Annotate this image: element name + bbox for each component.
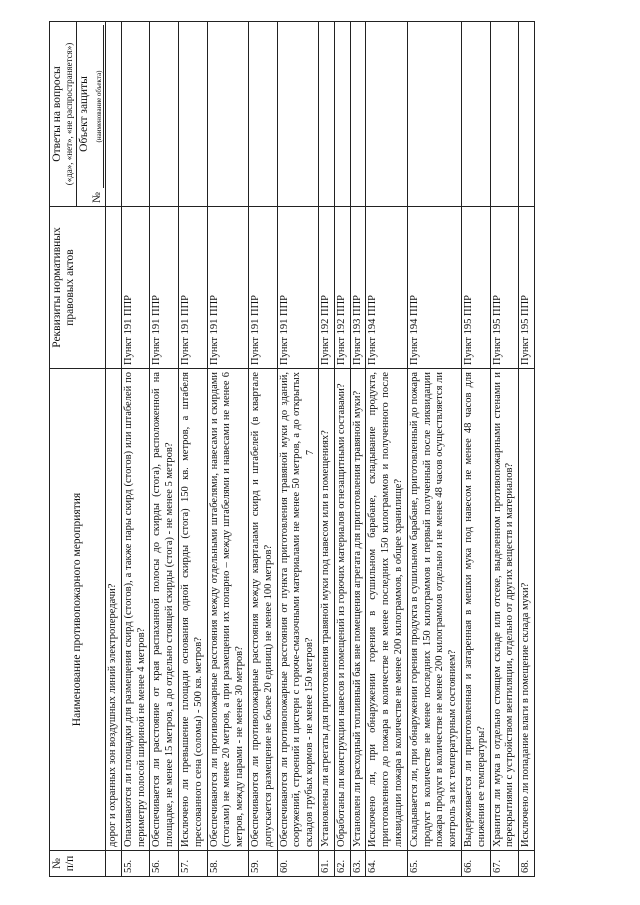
table-row [277,22,318,877]
row-reference: Пункт 191 ППР [121,207,150,369]
header-requisites: Реквизиты нормативных правовых актов [50,207,106,369]
row-answer[interactable] [366,22,407,207]
row-text: Обеспечиваются ли противопожарные расстояния между кварталами скирд и штабелей (в квартале допускается размещение не более 20 единиц) не менее 100 метров? [248,369,277,851]
row-num: 59. [248,851,277,877]
row-num: 68. [519,851,535,877]
row-reference: Пункт 191 ППР [178,207,207,369]
table-row [366,22,407,877]
row-text: Исключено ли превышение площади основания одной скирды (стога) 150 кв. метров, а штабеля прессованного сена (соломы) - 500 кв. метров? [178,369,207,851]
row-num: 65. [407,851,461,877]
continuation-text: дорог и охранных зон воздушных линий электропередачи? [106,369,122,851]
row-text: Исключено ли, при обнаружении горения в сушильном барабане, складывание продукта, приготовленного до пожара в количестве не менее последних 150 килограммов и полученного после ликвидации пожара в количестве не менее 200 килограммов, в общее хранилище? [366,369,407,851]
row-answer[interactable] [318,22,334,207]
row-num: 63. [350,851,366,877]
header-object [76,22,105,207]
row-num: 64. [366,851,407,877]
table-row [248,22,277,877]
row-text: Складывается ли, при обнаружении горения продукта в сушильном барабане, приготовленный до пожара продукт в количестве не менее последних 150 килограммов и первый полученный после ликвидации пожара продукт в количестве не менее 200 килограммов отдельно и не менее 48 часов осуществляется ли контроль за их температурным состоянием? [407,369,461,851]
row-answer[interactable] [121,22,150,207]
header-answers [50,22,77,207]
table-row [318,22,334,877]
row-reference: Пункт 191 ППР [277,207,318,369]
row-answer[interactable] [248,22,277,207]
row-num: 60. [277,851,318,877]
row-text: Обеспечивается ли расстояние от края распаханной полосы до скирды (стога), расположенной на площадке, не менее 15 метров, а до отдельно стоящей скирды (стога) - не менее 5 метров? [150,369,179,851]
header-name: Наименование противопожарного мероприятия [50,369,106,851]
header-object-title: Объект защиты [77,76,90,152]
header-object-caption: (наименование объекта) [95,25,104,188]
row-text: Установлены ли агрегаты для приготовления травяной муки под навесом или в помещениях? [318,369,334,851]
table-row [150,22,179,877]
row-answer[interactable] [277,22,318,207]
row-answer[interactable] [207,22,248,207]
row-answer[interactable] [490,22,519,207]
page-number: 7 [305,450,316,455]
continuation-row [106,22,122,877]
rotated-page [49,22,604,877]
row-num: 56. [150,851,179,877]
table-row [407,22,461,877]
row-reference: Пункт 191 ППР [248,207,277,369]
table-row [519,22,535,877]
row-text: Обработаны ли конструкции навесов и помещений из горючих материалов огнезащитными составами? [334,369,350,851]
row-answer[interactable] [334,22,350,207]
row-reference: Пункт 195 ППР [519,207,535,369]
row-text: Выдерживается ли приготовленная и затаренная в мешки мука под навесом не менее 48 часов для снижения ее температуры? [461,369,490,851]
row-num: 57. [178,851,207,877]
table-row [178,22,207,877]
row-answer[interactable] [178,22,207,207]
header-num: № п/п [50,851,106,877]
row-reference: Пункт 194 ППР [407,207,461,369]
table-row [334,22,350,877]
row-answer[interactable] [350,22,366,207]
table-row [207,22,248,877]
row-answer[interactable] [519,22,535,207]
row-reference: Пункт 195 ППР [461,207,490,369]
row-reference: Пункт 193 ППР [350,207,366,369]
row-reference: Пункт 192 ППР [318,207,334,369]
row-text: Обеспечиваются ли противопожарные расстояния между отдельными штабелями, навесами и скирдами (стогами) не менее 20 метров, а при размещении их попарно – между штабелями и навесами не менее 6 метров, между парами - не менее 30 метров? [207,369,248,851]
header-answers-sub: («да», «нет», «не распространяется») [64,42,75,186]
row-reference: Пункт 195 ППР [490,207,519,369]
table-row [461,22,490,877]
row-num: 61. [318,851,334,877]
table-row [490,22,519,877]
row-answer[interactable] [150,22,179,207]
row-answer[interactable] [407,22,461,207]
row-text: Установлен ли расходный топливный бак вне помещения агрегата для приготовления травяной муки? [350,369,366,851]
row-num: 55. [121,851,150,877]
row-text: Обеспечиваются ли противопожарные расстояния от пункта приготовления травяной муки до зданий, сооружений, строений и цистерн с горюче-смазочными материалами не менее 50 метров, а до открытых складов грубых кормов - не менее 150 метров? [277,369,318,851]
row-answer[interactable] [461,22,490,207]
header-object-num: № [90,192,103,203]
table-row [121,22,150,877]
row-num: 62. [334,851,350,877]
row-text: Опахиваются ли площадки для размещения скирд (стогов), а также пары скирд (стогов) или штабелей по периметру полосой шириной не менее 4 метров? [121,369,150,851]
table-header-row [50,22,77,877]
row-num: 58. [207,851,248,877]
table-row [350,22,366,877]
row-num: 67. [490,851,519,877]
row-reference: Пункт 191 ППР [150,207,179,369]
row-num: 66. [461,851,490,877]
row-reference: Пункт 194 ППР [366,207,407,369]
checklist-table [49,21,535,877]
row-reference: Пункт 191 ППР [207,207,248,369]
row-reference: Пункт 192 ППР [334,207,350,369]
row-text: Хранится ли мука в отдельно стоящем складе или отсеке, выделенном противопожарными стенами и перекрытиями с устройством вентиляции, отдельно от других веществ и материалов? [490,369,519,851]
row-text: Исключено ли попадание влаги в помещение склада муки? [519,369,535,851]
header-answers-title: Ответы на вопросы [51,66,63,162]
